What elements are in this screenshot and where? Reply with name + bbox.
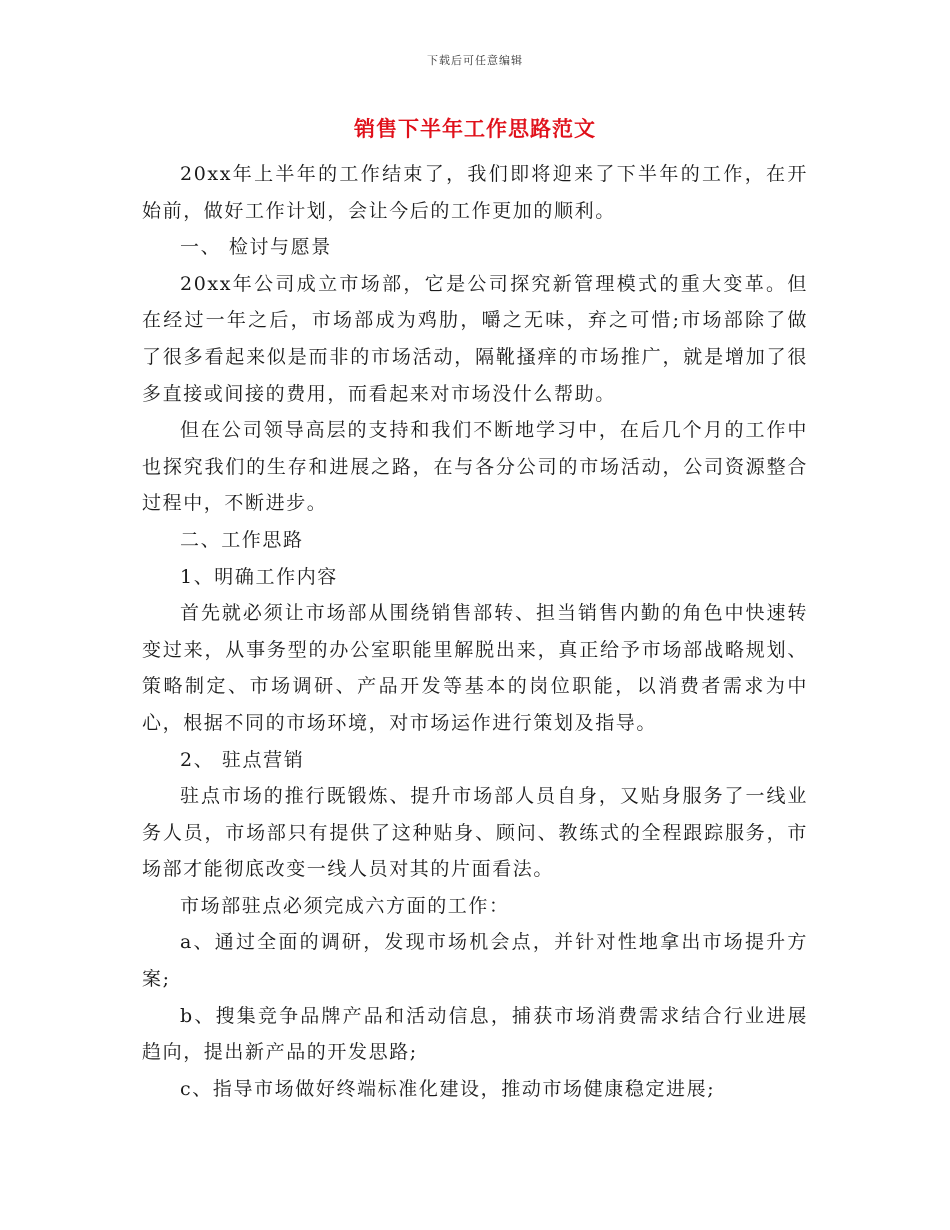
paragraph-progress: 但在公司领导高层的支持和我们不断地学习中，在后几个月的工作中也探究我们的生存和进展之路，在与各分公司的市场活动，公司资源整合过程中，不断进步。 xyxy=(142,419,808,515)
paragraph-intro: 20xx年上半年的工作结束了，我们即将迎来了下半年的工作，在开始前，做好工作计划，会让今后的工作更加的顺利。 xyxy=(142,163,808,222)
section-heading-ideas: 二、工作思路 xyxy=(180,528,304,551)
page-header-note: 下载后可任意编辑 xyxy=(427,54,523,67)
list-item-a: a、通过全面的调研，发现市场机会点，并针对性地拿出市场提升方案; xyxy=(142,931,808,991)
subheading-clarify-work: 1、明确工作内容 xyxy=(180,565,338,588)
paragraph-review: 20xx年公司成立市场部，它是公司探究新管理模式的重大变革。但在经过一年之后，市场部成为鸡肋，嚼之无味，弃之可惜;市场部除了做了很多看起来似是而非的市场活动，隔靴搔痒的市场推广，就是增加了很多直接或间接的费用，而看起来对市场没什么帮助。 xyxy=(142,272,808,405)
document-body xyxy=(142,156,808,1107)
paragraph-onsite-marketing: 驻点市场的推行既锻炼、提升市场部人员自身，又贴身服务了一线业务人员，市场部只有提供了这种贴身、顾问、教练式的全程跟踪服务，市场部才能彻底改变一线人员对其的片面看法。 xyxy=(142,785,808,881)
list-item-b: b、搜集竞争品牌产品和活动信息，捕获市场消费需求结合行业进展趋向，提出新产品的开发思路; xyxy=(142,1004,808,1064)
section-heading-review: 一、 检讨与愿景 xyxy=(180,236,332,259)
list-item-c: c、指导市场做好终端标准化建设，推动市场健康稳定进展; xyxy=(180,1077,716,1100)
subheading-onsite-marketing: 2、 驻点营销 xyxy=(180,748,305,771)
document-title: 销售下半年工作思路范文 xyxy=(354,117,596,141)
paragraph-six-tasks: 市场部驻点必须完成六方面的工作： xyxy=(180,894,510,917)
paragraph-clarify-work: 首先就必须让市场部从围绕销售部转、担当销售内勤的角色中快速转变过来，从事务型的办公室职能里解脱出来，真正给予市场部战略规划、策略制定、市场调研、产品开发等基本的岗位职能，以消费者需求为中心，根据不同的市场环境，对市场运作进行策划及指导。 xyxy=(142,602,808,734)
